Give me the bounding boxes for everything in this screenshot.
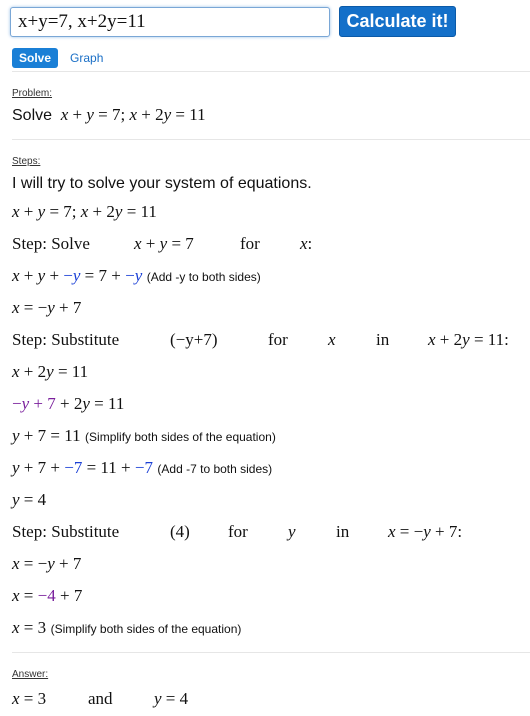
- step-substitute-expr: (−y+7): [170, 330, 218, 349]
- step-solve-heading: [12, 234, 522, 256]
- step-substitute-in: in: [336, 522, 350, 541]
- steps-intro: I will try to solve your system of equations.: [12, 175, 312, 192]
- answer-line: [12, 689, 312, 711]
- tab-graph[interactable]: Graph: [70, 51, 104, 65]
- result-tabs: [12, 48, 103, 68]
- step-substitute-heading: [12, 330, 530, 352]
- step-line: x = −y + 7: [12, 298, 82, 317]
- tab-solve[interactable]: Solve: [12, 48, 58, 68]
- input-bar: [0, 0, 530, 76]
- step-substitute-expr: (4): [170, 522, 190, 541]
- step-line: x + 2y = 11: [12, 362, 89, 381]
- step-substitute-target: x + 2y = 11:: [428, 330, 509, 349]
- step-substitute-for: for: [228, 522, 248, 541]
- step-substitute-heading: [12, 522, 530, 544]
- answer-and: and: [88, 689, 113, 708]
- step-substitute-in: in: [376, 330, 390, 349]
- step-substitute-label: Step: Substitute: [12, 330, 120, 349]
- step-solve-equation: x + y = 7: [134, 234, 194, 253]
- step-substitute-for: for: [268, 330, 288, 349]
- step-note: (Add -7 to both sides): [157, 462, 273, 476]
- step-equation: x + y = 7; x + 2y = 11: [12, 202, 157, 221]
- step-note: (Simplify both sides of the equation): [50, 622, 242, 636]
- step-solve-label: Step: Solve: [12, 234, 90, 253]
- problem-solve-word: Solve: [12, 107, 53, 124]
- step-line: −y + 7 + 2y = 11: [12, 394, 125, 413]
- step-line: x + y + −y = 7 + −y (Add -y to both sides): [12, 266, 261, 285]
- answer-x: x = 3: [12, 689, 47, 708]
- step-line: x = 3 (Simplify both sides of the equation): [12, 618, 242, 637]
- step-line: y + 7 = 11 (Simplify both sides of the equation): [12, 426, 276, 445]
- calculate-button[interactable]: Calculate it!: [339, 6, 456, 37]
- step-substitute-var: x: [328, 330, 336, 349]
- step-substitute-var: y: [288, 522, 296, 541]
- divider: [12, 71, 530, 72]
- problem-label: Problem:: [12, 88, 53, 99]
- answer-label: Answer:: [12, 669, 49, 680]
- divider: [12, 652, 530, 653]
- problem-equation: x + y = 7; x + 2y = 11: [60, 105, 206, 124]
- step-note: (Add -y to both sides): [146, 270, 261, 284]
- step-substitute-target: x = −y + 7:: [388, 522, 463, 541]
- step-line: x = −y + 7: [12, 554, 82, 573]
- step-substitute-label: Step: Substitute: [12, 522, 120, 541]
- equation-input[interactable]: x+y=7, x+2y=11: [10, 7, 330, 37]
- steps-label: Steps:: [12, 156, 41, 167]
- step-solve-for: for: [240, 234, 260, 253]
- answer-y: y = 4: [154, 689, 189, 708]
- step-note: (Simplify both sides of the equation): [85, 430, 276, 444]
- step-line: y = 4: [12, 490, 47, 509]
- problem-statement: [12, 105, 206, 125]
- divider: [12, 139, 530, 140]
- step-line: y + 7 + −7 = 11 + −7 (Add -7 to both sides): [12, 458, 273, 477]
- step-line: x = −4 + 7: [12, 586, 83, 605]
- step-solve-var: x:: [300, 234, 313, 253]
